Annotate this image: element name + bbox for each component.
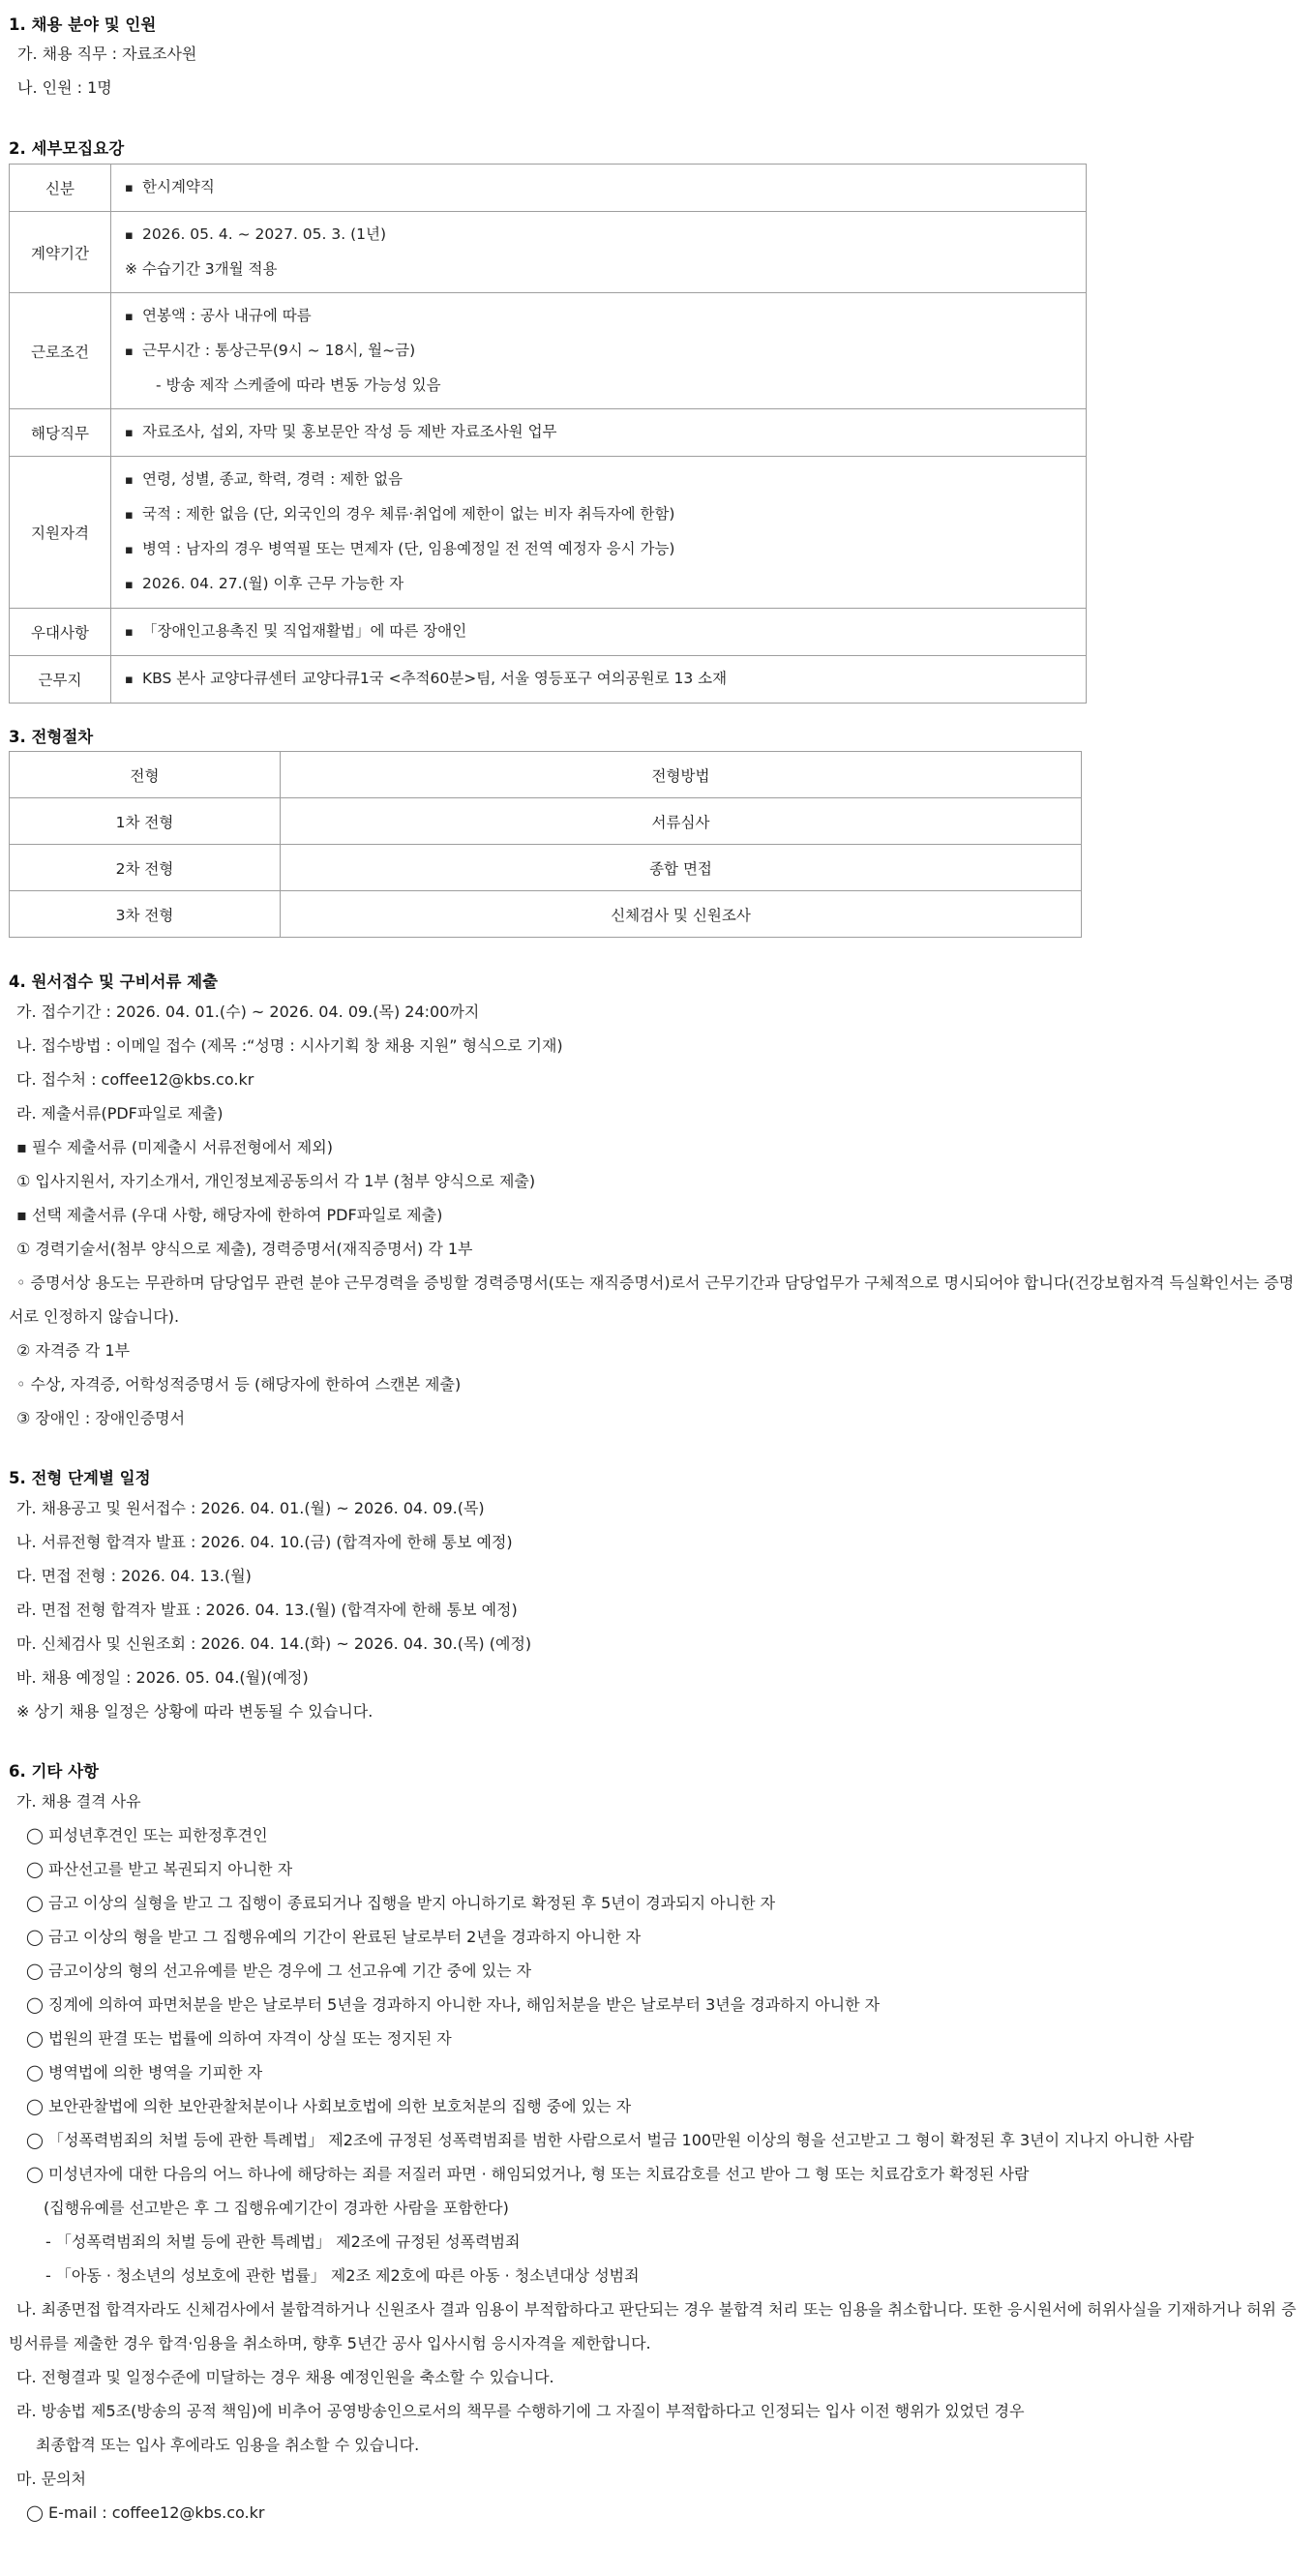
table-row	[10, 293, 1087, 409]
table-cell: 서류심사	[281, 798, 1082, 845]
s6-line: ◯ 파산선고를 받고 복권되지 아니한 자	[26, 1860, 293, 1878]
s4-line: ▪ 선택 제출서류 (우대 사항, 해당자에 한하여 PDF파일로 제출)	[16, 1206, 443, 1224]
table-header-row	[10, 752, 1082, 798]
row-label: 우대사항	[10, 609, 111, 656]
table-row	[10, 212, 1087, 293]
s5-line: 마. 신체검사 및 신원조회 : 2026. 04. 14.(화) ~ 2026. 04. 30.(목) (예정)	[16, 1634, 532, 1653]
s6-line: ◯ 병역법에 의한 병역을 기피한 자	[26, 2063, 263, 2082]
s4-line: 나. 접수방법 : 이메일 접수 (제목 :“성명 : 시사기획 창 채용 지원” 형식으로 기재)	[16, 1036, 563, 1055]
s5-line: 다. 면접 전형 : 2026. 04. 13.(월)	[16, 1567, 252, 1585]
column-header: 전형방법	[281, 752, 1082, 798]
s4-line: ◦ 수상, 자격증, 어학성적증명서 등 (해당자에 한하여 스캔본 제출)	[16, 1375, 462, 1393]
row-content	[111, 293, 1087, 409]
bullet-item: ▪ KBS 본사 교양다큐센터 교양다큐1국 <추적60분>팀, 서울 영등포구 여의공원로 13 소재	[125, 662, 1072, 697]
table-cell: 2차 전형	[10, 845, 281, 891]
contact-email[interactable]: ◯ E-mail : coffee12@kbs.co.kr	[26, 2503, 265, 2522]
s6-line: - 「아동 · 청소년의 성보호에 관한 법률」 제2조 제2호에 따른 아동 · 청소년대상 성범죄	[45, 2266, 640, 2285]
s6-line: 라. 방송법 제5조(방송의 공적 책임)에 비추어 공영방송인으로서의 책무를 수행하기에 그 자질이 부적합하다고 인정되는 입사 이전 행위가 있었던 경우	[16, 2402, 1025, 2420]
table-row	[10, 609, 1087, 656]
bullet-item: ▪ 근무시간 : 통상근무(9시 ~ 18시, 월~금)	[125, 334, 1072, 369]
s6-line: 다. 전형결과 및 일정수준에 미달하는 경우 채용 예정인원을 축소할 수 있습니다.	[16, 2368, 554, 2386]
s6-line: ◯ 보안관찰법에 의한 보안관찰처분이나 사회보호법에 의한 보호처분의 집행 중에 있는 자	[26, 2097, 632, 2115]
column-header: 전형	[10, 752, 281, 798]
table-row	[10, 165, 1087, 212]
bullet-item: ▪ 연령, 성별, 종교, 학력, 경력 : 제한 없음	[125, 463, 1072, 497]
s6-line: 최종합격 또는 입사 후에라도 임용을 취소할 수 있습니다.	[36, 2436, 420, 2454]
requirements-table	[9, 164, 1087, 704]
s4-line: ① 입사지원서, 자기소개서, 개인정보제공동의서 각 1부 (첨부 양식으로 제출)	[16, 1172, 536, 1190]
s6-line: ◯ 금고이상의 형의 선고유예를 받은 경우에 그 선고유예 기간 중에 있는 자	[26, 1962, 532, 1980]
row-content	[111, 212, 1087, 293]
table-row	[10, 845, 1082, 891]
s4-line: ▪ 필수 제출서류 (미제출시 서류전형에서 제외)	[16, 1138, 333, 1156]
s1-item-2: 나. 인원 : 1명	[17, 78, 112, 97]
row-label: 신분	[10, 165, 111, 212]
s6-line: 마. 문의처	[16, 2470, 86, 2488]
s6-line: 나. 최종면접 합격자라도 신체검사에서 불합격하거나 신원조사 결과 임용이 부적합하다고 판단되는 경우 불합격 처리 또는 임용을 취소합니다. 또한 응시원서에 허위사실을 기재하거나 허위 증빙서류를 제출한 경우 합격·임용을 취소하며, 향후 5년간 공사 입사시험 응시자격을 제한합니다.	[9, 2300, 1297, 2352]
row-label: 근로조건	[10, 293, 111, 409]
section-6-title: 6. 기타 사항	[9, 1762, 99, 1781]
s5-line: 가. 채용공고 및 원서접수 : 2026. 04. 01.(월) ~ 2026. 04. 09.(목)	[16, 1499, 485, 1517]
section-4-title: 4. 원서접수 및 구비서류 제출	[9, 973, 219, 991]
bullet-item: ▪ 한시계약직	[125, 170, 1072, 205]
table-cell: 1차 전형	[10, 798, 281, 845]
s4-line: ② 자격증 각 1부	[16, 1341, 131, 1360]
table-cell: 종합 면접	[281, 845, 1082, 891]
s6-line: ◯ 피성년후견인 또는 피한정후견인	[26, 1826, 268, 1844]
s1-item-1: 가. 채용 직무 : 자료조사원	[17, 45, 197, 63]
s5-line: 바. 채용 예정일 : 2026. 05. 04.(월)(예정)	[16, 1668, 309, 1687]
table-cell: 신체검사 및 신원조사	[281, 891, 1082, 938]
row-label: 근무지	[10, 656, 111, 704]
row-content	[111, 409, 1087, 457]
table-row	[10, 656, 1087, 704]
s6-line: 가. 채용 결격 사유	[16, 1792, 141, 1811]
section-5-title: 5. 전형 단계별 일정	[9, 1469, 151, 1487]
s6-line: ◯ 「성폭력범죄의 처벌 등에 관한 특례법」 제2조에 규정된 성폭력범죄를 범한 사람으로서 벌금 100만원 이상의 형을 선고받고 그 형이 확정된 후 3년이 지나지 아니한 사람	[26, 2131, 1194, 2149]
s4-line: 가. 접수기간 : 2026. 04. 01.(수) ~ 2026. 04. 09.(목) 24:00까지	[16, 1003, 480, 1021]
section-3-title: 3. 전형절차	[9, 728, 94, 746]
row-content	[111, 656, 1087, 704]
note-item: - 방송 제작 스케줄에 따라 변동 가능성 있음	[156, 376, 441, 394]
s6-line: ◯ 법원의 판결 또는 법률에 의하여 자격이 상실 또는 정지된 자	[26, 2029, 452, 2048]
row-label: 지원자격	[10, 457, 111, 609]
s6-line: (집행유예를 선고받은 후 그 집행유예기간이 경과한 사람을 포함한다)	[44, 2199, 509, 2217]
section-2-title: 2. 세부모집요강	[9, 139, 125, 158]
s4-line: ◦ 증명서상 용도는 무관하며 담당업무 관련 분야 근무경력을 증빙할 경력증명서(또는 재직증명서)로서 근무기간과 담당업무가 구체적으로 명시되어야 합니다(건강보험자격 득실확인서는 증명서로 인정하지 않습니다).	[9, 1273, 1295, 1326]
table-row	[10, 798, 1082, 845]
s4-line: 라. 제출서류(PDF파일로 제출)	[16, 1104, 224, 1123]
row-content	[111, 165, 1087, 212]
s6-line: ◯ 미성년자에 대한 다음의 어느 하나에 해당하는 죄를 저질러 파면 · 해임되었거나, 형 또는 치료감호를 선고 받아 그 형 또는 치료감호가 확정된 사람	[26, 2165, 1030, 2183]
s6-line: - 「성폭력범죄의 처벌 등에 관한 특례법」 제2조에 규정된 성폭력범죄	[45, 2232, 521, 2251]
bullet-item: ▪ 연봉액 : 공사 내규에 따름	[125, 299, 1072, 334]
section-1-title: 1. 채용 분야 및 인원	[9, 15, 157, 34]
s4-line: ① 경력기술서(첨부 양식으로 제출), 경력증명서(재직증명서) 각 1부	[16, 1240, 473, 1258]
bullet-item: ▪ 병역 : 남자의 경우 병역필 또는 면제자 (단, 임용예정일 전 전역 예정자 응시 가능)	[125, 532, 1072, 567]
bullet-item: ▪ 자료조사, 섭외, 자막 및 홍보문안 작성 등 제반 자료조사원 업무	[125, 415, 1072, 450]
table-row	[10, 891, 1082, 938]
table-row	[10, 409, 1087, 457]
s5-line: 라. 면접 전형 합격자 발표 : 2026. 04. 13.(월) (합격자에 한해 통보 예정)	[16, 1601, 518, 1619]
bullet-item: ▪ 2026. 04. 27.(월) 이후 근무 가능한 자	[125, 567, 1072, 602]
selection-process-table	[9, 751, 1082, 938]
row-label: 계약기간	[10, 212, 111, 293]
bullet-item: ▪ 「장애인고용촉진 및 직업재활법」에 따른 장애인	[125, 614, 1072, 649]
s6-line: ◯ 금고 이상의 형을 받고 그 집행유예의 기간이 완료된 날로부터 2년을 경과하지 아니한 자	[26, 1928, 642, 1946]
s4-email[interactable]: 다. 접수처 : coffee12@kbs.co.kr	[16, 1070, 254, 1089]
s6-line: ◯ 징계에 의하여 파면처분을 받은 날로부터 5년을 경과하지 아니한 자나, 해임처분을 받은 날로부터 3년을 경과하지 아니한 자	[26, 1995, 881, 2014]
s4-line: ③ 장애인 : 장애인증명서	[16, 1409, 186, 1427]
s5-line: ※ 상기 채용 일정은 상황에 따라 변동될 수 있습니다.	[16, 1702, 374, 1721]
bullet-item: ▪ 국적 : 제한 없음 (단, 외국인의 경우 체류·취업에 제한이 없는 비자 취득자에 한함)	[125, 497, 1072, 532]
table-row	[10, 457, 1087, 609]
row-content	[111, 609, 1087, 656]
bullet-item: ▪ 2026. 05. 4. ~ 2027. 05. 3. (1년)	[125, 218, 1072, 253]
s6-line: ◯ 금고 이상의 실형을 받고 그 집행이 종료되거나 집행을 받지 아니하기로 확정된 후 5년이 경과되지 아니한 자	[26, 1894, 776, 1912]
row-content	[111, 457, 1087, 609]
note-item: ※ 수습기간 3개월 적용	[125, 260, 278, 278]
row-label: 해당직무	[10, 409, 111, 457]
s5-line: 나. 서류전형 합격자 발표 : 2026. 04. 10.(금) (합격자에 한해 통보 예정)	[16, 1533, 513, 1551]
table-cell: 3차 전형	[10, 891, 281, 938]
